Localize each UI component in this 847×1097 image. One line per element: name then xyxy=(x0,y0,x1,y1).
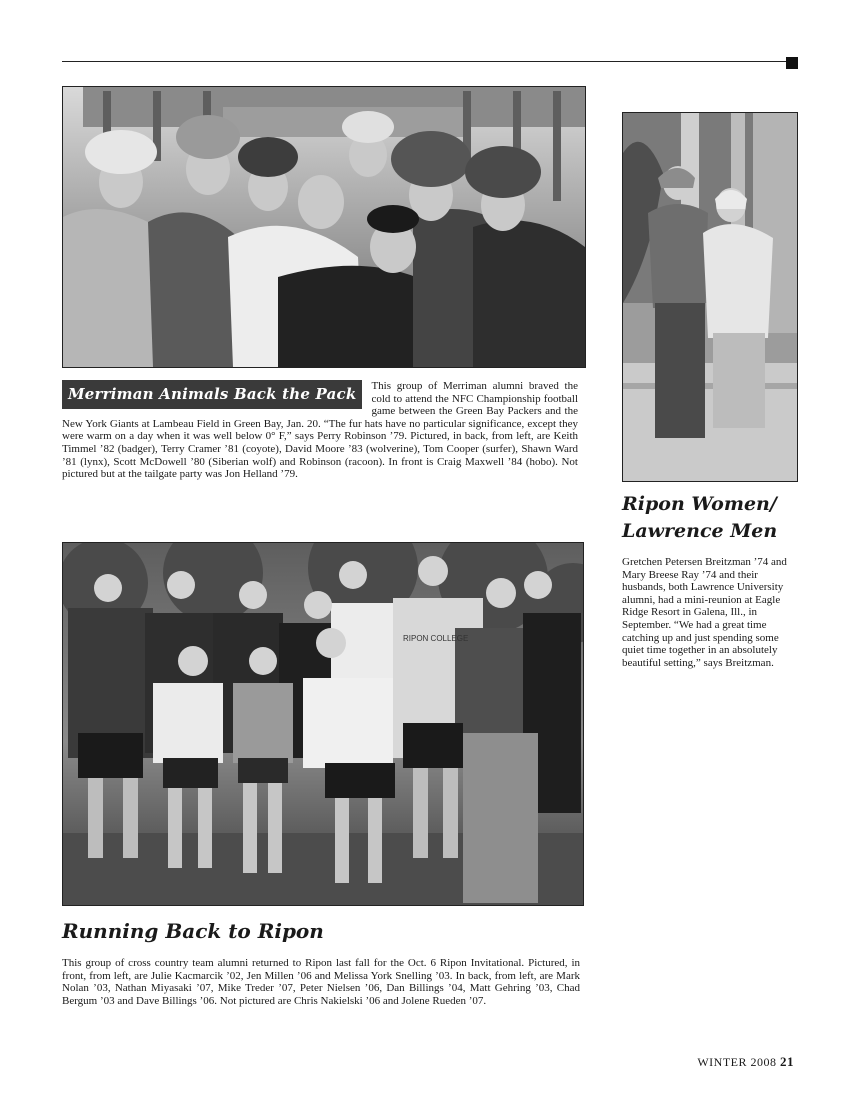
page-folio xyxy=(697,1054,794,1070)
page-number: 21 xyxy=(780,1054,794,1069)
running-team-photo xyxy=(62,542,584,906)
ripon-women-title-line1: Ripon Women/ xyxy=(622,493,777,515)
ripon-college-shirt-text: RIPON COLLEGE xyxy=(403,634,469,643)
running-title: Running Back to Ripon xyxy=(62,919,324,943)
packers-group-photo xyxy=(62,86,586,368)
packers-caption-block xyxy=(62,380,578,481)
packers-headline: Merriman Animals Back the Pack xyxy=(62,380,362,409)
top-rule-marker xyxy=(786,57,798,69)
ripon-women-photo xyxy=(622,112,798,482)
ripon-women-title-line2: Lawrence Men xyxy=(622,520,778,542)
running-caption: This group of cross country team alumni returned to Ripon last fall for the Oct. 6 Ripon Invitational. Pictured, in front, from left, are Julie Kacmarcik ’02, Jen Millen ’06 and Melissa York Snelling ’03. In back, from left, are Mark Nolan ’03, Nathan Miyasaki ’07, Mike Treder ’07, Peter Nielsen ’06, Dan Billings ’04, Matt Gehring ’03, Chad Bergum ’03 and Dave Billings ’06. Not pictured are Chris Nakielski ’06 and Jolene Rueden ’07. xyxy=(62,957,580,1007)
ripon-women-title xyxy=(622,491,822,545)
top-rule xyxy=(62,61,786,62)
packers-caption-text: This group of Merriman alumni braved the cold to attend the NFC Championship football game between the Green Bay Packers and the New York Giants at Lambeau Field in Green Bay, Jan. 20. “The fur hats have no particular significance, except they were warm on a day when it was well below 0° F,” says Perry Robinson ’79. Pictured, in back, from left, are Keith Timmel ’82 (badger), Terry Cramer ’81 (coyote), David Moore ’83 (wolverine), Tom Cooper (surfer), Shawn Ward ’81 (lynx), Scott McDowell ’80 (Siberian wolf) and Robinson (racoon). In front is Craig Maxwell ’84 (hobo). Not pictured but at the tailgate party was Jon Helland ’79. xyxy=(62,380,578,481)
issue-label: WINTER 2008 xyxy=(697,1055,777,1069)
ripon-women-caption: Gretchen Petersen Breitzman ’74 and Mary Breese Ray ’74 and their husbands, both Lawrence University alumni, had a mini-reunion at Eagle Ridge Resort in Galena, Ill., in September. “We had a great time catching up and just spending some quiet time together in an absolutely beautiful setting,” says Breitzman. xyxy=(622,556,787,669)
